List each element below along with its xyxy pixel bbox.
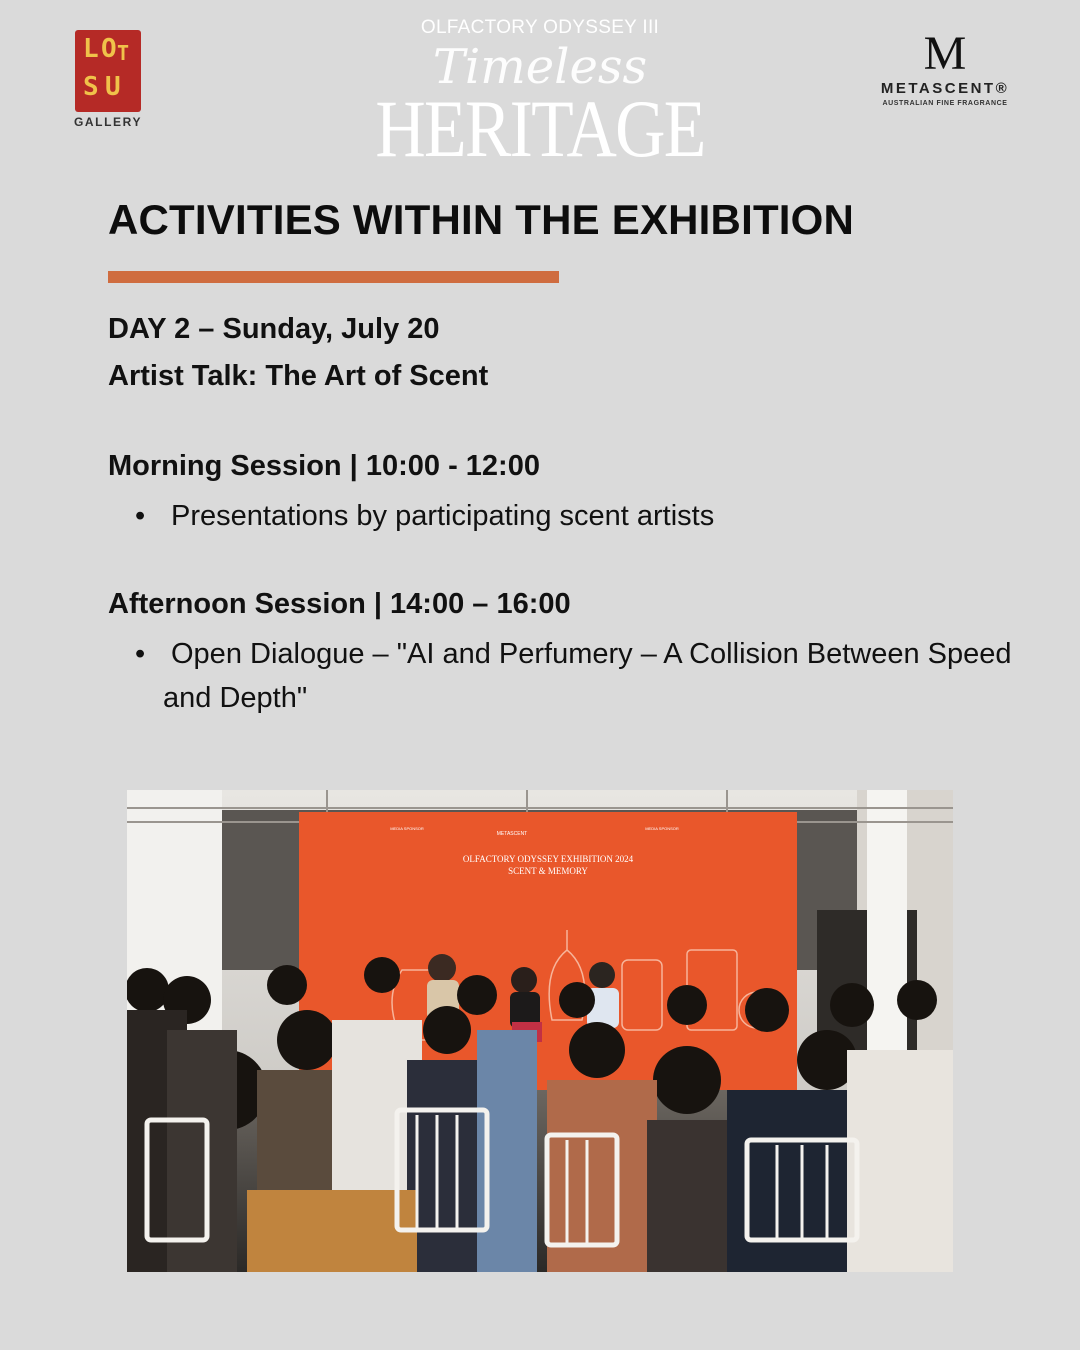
list-item-text: Presentations by participating scent artists (171, 500, 715, 532)
backdrop-text: OLFACTORY ODYSSEY EXHIBITION 2024 (462, 854, 634, 864)
logo-caption: GALLERY (73, 115, 143, 129)
event-script-word: Timeless (432, 39, 648, 95)
backdrop-text: MEDIA SPONSOR (390, 826, 424, 831)
logo-letter: T (117, 41, 130, 65)
logo-letter: U (105, 72, 121, 102)
event-subtitle: OLFACTORY ODYSSEY III (420, 17, 660, 38)
page-title: ACTIVITIES WITHIN THE EXHIBITION (108, 196, 855, 243)
event-photo (127, 790, 953, 1272)
session-heading-afternoon: Afternoon Session | 14:00 – 16:00 (108, 588, 571, 620)
logo-letter: L (83, 34, 99, 64)
backdrop-text: SCENT & MEMORY (508, 866, 588, 876)
session-heading-morning: Morning Session | 10:00 - 12:00 (108, 450, 540, 482)
photo-illustration (127, 790, 953, 1272)
logo-letter: O (101, 34, 117, 64)
bullet-icon: • (135, 500, 146, 532)
event-title: HERITAGE (375, 83, 705, 174)
bullet-icon: • (135, 638, 146, 670)
metascent-mark: M (923, 27, 967, 80)
list-item (135, 494, 1015, 538)
list-item-text: Open Dialogue – "AI and Perfumery – A Collision Between Speed and Depth" (163, 638, 1012, 714)
logo-letter: S (83, 72, 99, 102)
backdrop-text: METASCENT (496, 831, 528, 837)
metascent-tagline: AUSTRALIAN FINE FRAGRANCE (882, 100, 1008, 107)
backdrop-text: MEDIA SPONSOR (645, 826, 679, 831)
metascent-name: METASCENT® (880, 80, 1010, 97)
day-date: DAY 2 – Sunday, July 20 (108, 313, 440, 345)
list-item (135, 632, 1015, 720)
talk-title: Artist Talk: The Art of Scent (108, 360, 489, 392)
accent-divider (108, 271, 559, 283)
